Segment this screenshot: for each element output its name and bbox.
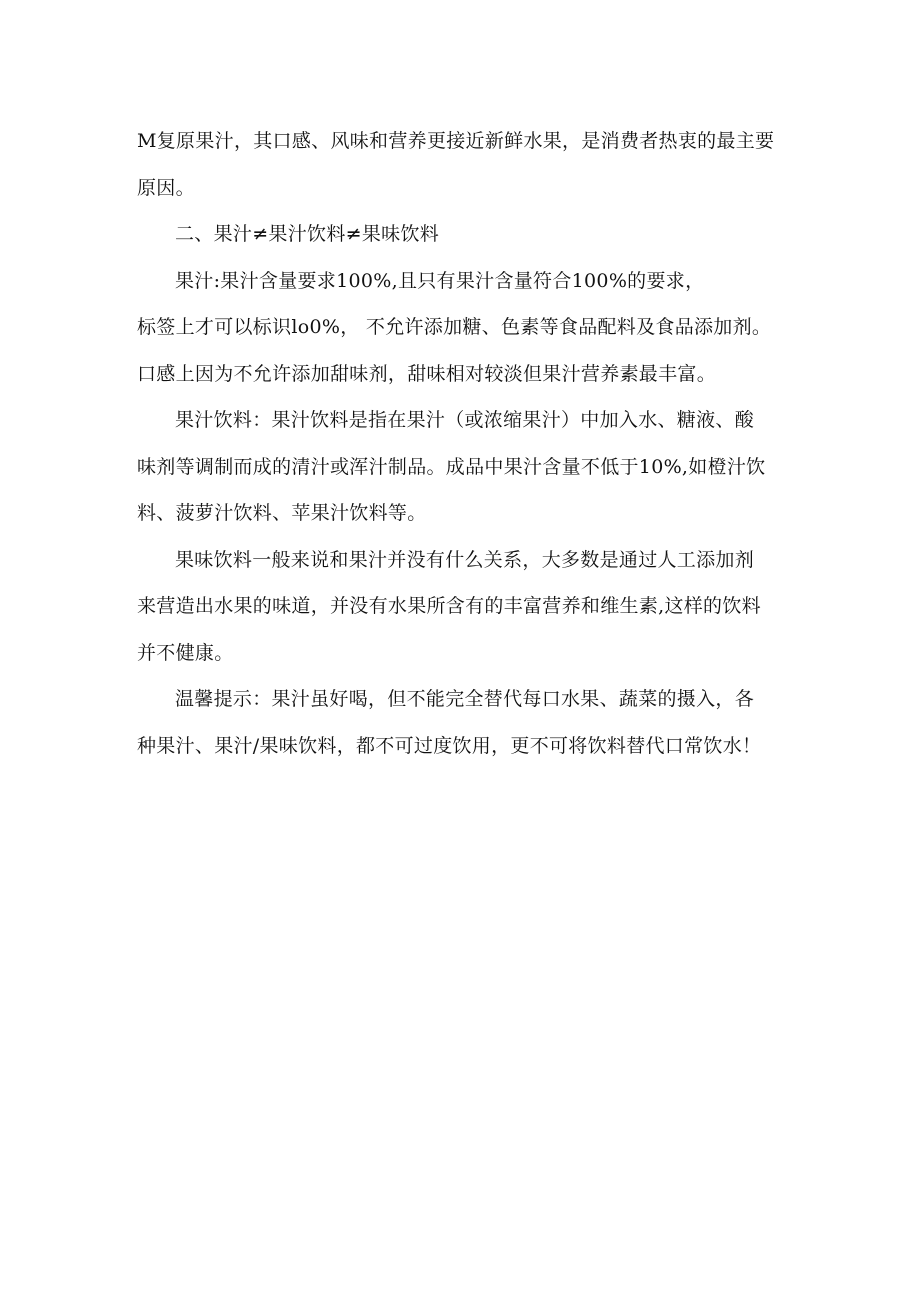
text-line: 味剂等调制而成的清汁或浑汁制品。成品中果汁含量不低于10%,如橙汁饮 bbox=[137, 455, 766, 478]
paragraph-juice-drink-definition bbox=[137, 397, 792, 537]
text-line: 口感上因为不允许添加甜味剂，甜味相对较淡但果汁营养素最丰富。 bbox=[137, 362, 717, 385]
paragraph-reconstituted-juice bbox=[137, 118, 792, 211]
paragraph-flavored-drink-definition bbox=[137, 537, 792, 677]
text-line: 果汁:果汁含量要求100%,且只有果汁含量符合100%的要求， bbox=[175, 269, 705, 292]
section-heading bbox=[137, 211, 792, 258]
text-line: 种果汁、果汁/果味饮料，都不可过度饮用，更不可将饮料替代口常饮水！ bbox=[137, 734, 762, 757]
text-line: 果汁饮料：果汁饮料是指在果汁（或浓缩果汁）中加入水、糖液、酸 bbox=[175, 409, 755, 431]
text-line: 来营造出水果的味道，并没有水果所含有的丰富营养和维生素,这样的饮料 bbox=[137, 595, 761, 617]
heading-text: 二、果汁≠果汁饮料≠果味饮料 bbox=[175, 223, 440, 245]
text-line: 标签上才可以标识lo0%， 不允许添加糖、色素等食品配料及食品添加剂。 bbox=[137, 316, 772, 338]
text-line: M复原果汁，其口感、风味和营养更接近新鲜水果，是消费者热衷的最主要 bbox=[137, 130, 775, 152]
text-line: 果味饮料一般来说和果汁并没有什么关系，大多数是通过人工添加剂 bbox=[175, 548, 755, 571]
paragraph-juice-definition bbox=[137, 258, 792, 398]
text-line: 温馨提示：果汁虽好喝，但不能完全替代每口水果、蔬菜的摄入，各 bbox=[175, 688, 755, 710]
text-line: 料、菠萝汁饮料、苹果汁饮料等。 bbox=[137, 502, 427, 524]
document-body bbox=[137, 118, 792, 769]
text-line: 并不健康。 bbox=[137, 641, 234, 664]
paragraph-warm-tip bbox=[137, 676, 792, 769]
text-line: 原因。 bbox=[137, 176, 195, 199]
